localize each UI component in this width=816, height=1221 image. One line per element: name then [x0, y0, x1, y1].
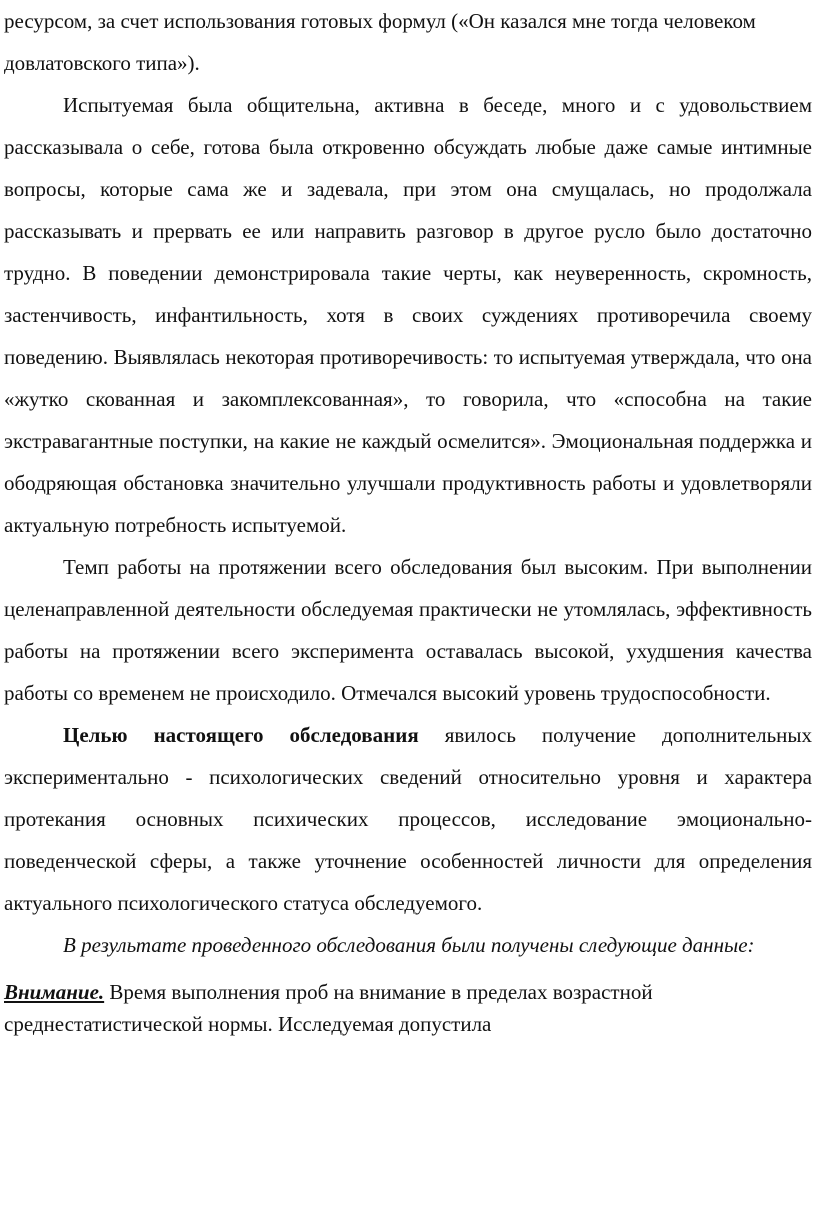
attention-heading: Внимание. [4, 980, 105, 1004]
paragraph-results-intro: В результате проведенного обследования были получены следующие данные: [63, 933, 755, 957]
paragraph-goal [4, 714, 812, 924]
paragraph-work-tempo: Темп работы на протяжении всего обследования был высоким. При выполнении целенаправленной деятельности обследуемая практически не утомлялась, эффективность работы на протяжении всего эксперимента оставалась высокой, ухудшения качества работы со временем не происходило. Отмечался высокий уровень трудоспособности. [4, 555, 812, 705]
paragraph-behavior: Испытуемая была общительна, активна в беседе, много и с удовольствием рассказывала о себе, готова была откровенно обсуждать любые даже самые интимные вопросы, которые сама же и задевала, при этом она смущалась, но продолжала рассказывать и прервать ее или направить разговор в другое русло было достаточно трудно. В поведении демонстрировала такие черты, как неуверенность, скромность, застенчивость, инфантильность, хотя в своих суждениях противоречила своему поведению. Выявлялась некоторая противоречивость: то испытуемая утверждала, что она «жутко скованная и закомплексованная», то говорила, что «способна на такие экстравагантные поступки, на какие не каждый осмелится». Эмоциональная поддержка и ободряющая обстановка значительно улучшали продуктивность работы и удовлетворяли актуальную потребность испытуемой. [4, 93, 812, 537]
goal-bold-lead: Целью настоящего обследования [63, 723, 419, 747]
attention-text: Время выполнения проб на внимание в пределах возрастной среднестатистической нормы. Исследуемая допустила [4, 980, 653, 1036]
paragraph-attention [4, 976, 812, 1040]
paragraph-continuation: ресурсом, за счет использования готовых формул («Он казался мне тогда человеком довлатовского типа»). [4, 9, 756, 75]
goal-text: явилось получение дополнительных экспериментально - психологических сведений относительно уровня и характера протекания основных психических процессов, исследование эмоционально-поведенческой сферы, а также уточнение особенностей личности для определения актуального психологического статуса обследуемого. [4, 723, 812, 915]
document-body [4, 0, 812, 1040]
